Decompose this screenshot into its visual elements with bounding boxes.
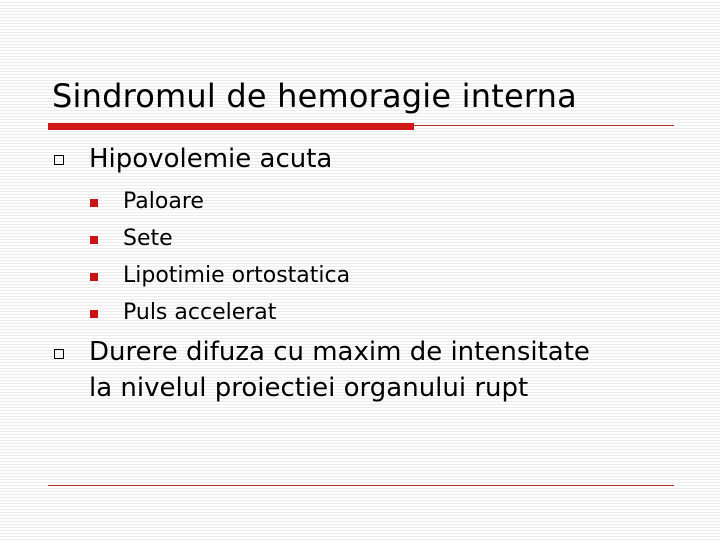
subitem-paloare: Paloare bbox=[123, 189, 204, 214]
hollow-square-bullet-icon bbox=[54, 155, 64, 165]
bullet-durere-line1: Durere difuza cu maxim de intensitate bbox=[89, 337, 590, 367]
bullet-hipovolemie: Hipovolemie acuta bbox=[89, 144, 333, 174]
filled-square-bullet-icon bbox=[90, 199, 98, 207]
footer-divider-line bbox=[48, 485, 674, 486]
subitem-puls: Puls accelerat bbox=[123, 300, 277, 325]
bullet-durere-line2: la nivelul proiectiei organului rupt bbox=[89, 373, 529, 403]
title-accent-bar bbox=[48, 123, 414, 130]
filled-square-bullet-icon bbox=[90, 273, 98, 281]
filled-square-bullet-icon bbox=[90, 310, 98, 318]
hollow-square-bullet-icon bbox=[54, 349, 64, 359]
slide-title: Sindromul de hemoragie interna bbox=[52, 77, 577, 115]
filled-square-bullet-icon bbox=[90, 236, 98, 244]
subitem-lipotimie: Lipotimie ortostatica bbox=[123, 263, 351, 288]
subitem-sete: Sete bbox=[123, 226, 173, 251]
